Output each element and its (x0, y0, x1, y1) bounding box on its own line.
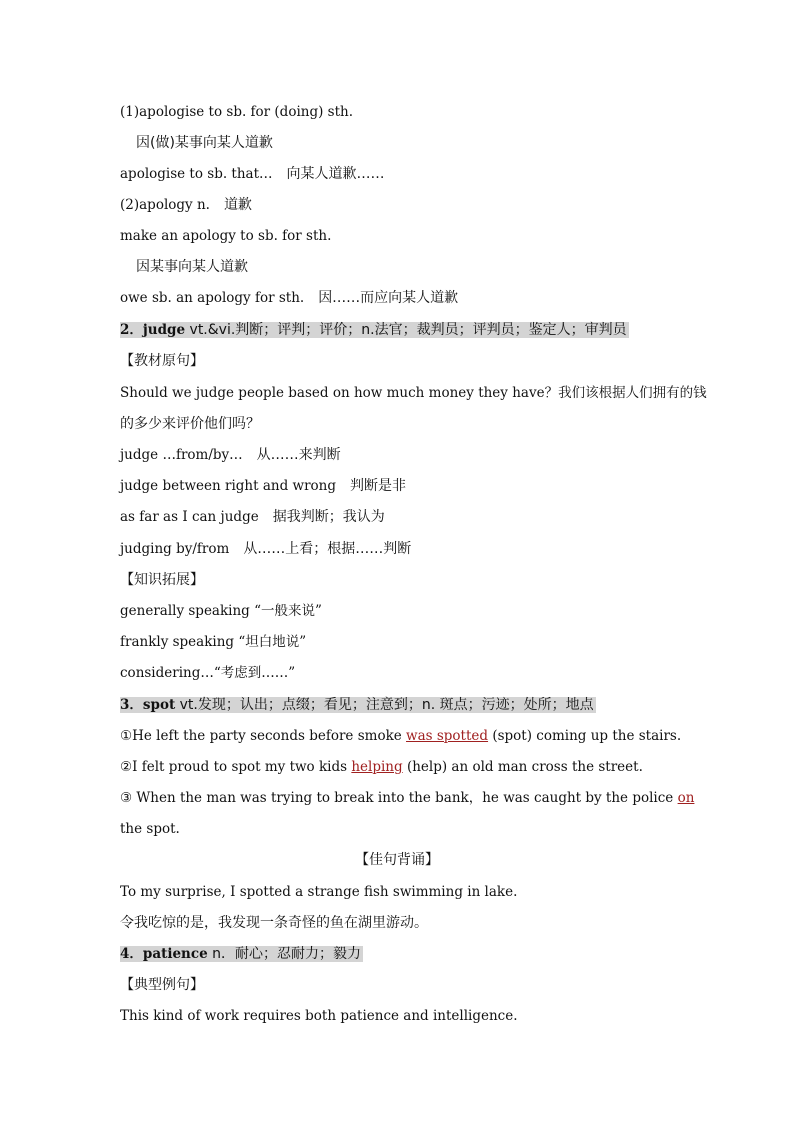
frankly-speaking: frankly speaking “坦白地说” (120, 634, 307, 650)
considering: considering…“考虑到……” (120, 665, 296, 681)
exercise-2 (120, 757, 643, 777)
answer-blank: helping (351, 759, 403, 775)
entry-number: 4． (120, 946, 143, 962)
entry-definition: vt.&vi.判断；评判；评价；n.法官；裁判员；评判员；鉴定人；审判员 (185, 322, 627, 338)
exercise-text: ①He left the party seconds before smoke (120, 728, 407, 744)
answer-blank: on (677, 790, 695, 806)
entry-heading-patience (120, 944, 363, 964)
section-label-recite: 【佳句背诵】 (355, 852, 439, 868)
entry-definition: vt.发现；认出；点缀；看见；注意到；n. 斑点；污迹；处所；地点 (175, 697, 594, 713)
translation: 因……而应向某人道歉 (318, 290, 459, 306)
judge-from-line (120, 445, 341, 465)
entry-number: 3． (120, 697, 143, 713)
generally-speaking: generally speaking “一般来说” (120, 603, 322, 619)
phrase: judging by/from (120, 541, 230, 557)
section-label-extension: 【知识拓展】 (120, 572, 204, 588)
translation: 道歉 (223, 197, 252, 213)
apology-noun-line (120, 195, 252, 215)
section-label-textbook: 【教材原句】 (120, 353, 204, 369)
entry-definition: n．耐心；忍耐力；毅力 (207, 946, 361, 962)
entry-number: 2． (120, 322, 143, 338)
judge-between-line (120, 476, 406, 496)
as-far-as-line (120, 507, 385, 527)
owe-apology-line (120, 288, 458, 308)
translation: 判断是非 (350, 478, 406, 494)
entry-heading-judge (120, 320, 629, 340)
phrase: judge …from/by… (120, 447, 243, 463)
entry-word: judge (142, 322, 186, 338)
entry-word: spot (142, 697, 176, 713)
translation: 据我判断；我认为 (272, 509, 385, 525)
phrase: judge between right and wrong (120, 478, 336, 494)
exercise-1 (120, 726, 681, 746)
phrase: apologise to sb. that… (120, 166, 273, 182)
exercise-3-cont: the spot. (120, 821, 180, 837)
translation: 从……来判断 (256, 447, 341, 463)
example-sentence: This kind of work requires both patience and intelligence. (120, 1008, 518, 1024)
recite-sentence-cn: 令我吃惊的是，我发现一条奇怪的鱼在湖里游动。 (120, 915, 428, 931)
apologise-translation: 因(做)某事向某人道歉 (136, 135, 273, 151)
exercise-text: (spot) coming up the stairs. (488, 728, 682, 744)
exercise-text: (help) an old man cross the street. (402, 759, 643, 775)
textbook-sentence-cont: 的多少来评价他们吗？ (120, 416, 260, 432)
translation: 从……上看；根据……判断 (243, 541, 412, 557)
apologise-phrase: (1)apologise to sb. for (doing) sth. (120, 104, 354, 120)
phrase: (2)apology n. (120, 197, 210, 213)
section-label-example: 【典型例句】 (120, 977, 204, 993)
exercise-text: ③ When the man was trying to break into the bank，he was caught by the police (120, 790, 678, 806)
translation: 向某人道歉…… (286, 166, 385, 182)
answer-blank: was spotted (406, 728, 489, 744)
entry-heading-spot (120, 695, 596, 715)
textbook-sentence: Should we judge people based on how much money they have？我们该根据人们拥有的钱 (120, 385, 707, 401)
make-apology-translation: 因某事向某人道歉 (136, 259, 248, 275)
make-apology-phrase: make an apology to sb. for sth. (120, 228, 332, 244)
exercise-3 (120, 788, 694, 808)
phrase: owe sb. an apology for sth. (120, 290, 305, 306)
entry-word: patience (142, 946, 208, 962)
recite-sentence-en: To my surprise, I spotted a strange fish swimming in lake. (120, 884, 518, 900)
apologise-that-line (120, 164, 385, 184)
exercise-text: ②I felt proud to spot my two kids (120, 759, 352, 775)
phrase: as far as I can judge (120, 509, 259, 525)
judging-by-line (120, 539, 411, 559)
